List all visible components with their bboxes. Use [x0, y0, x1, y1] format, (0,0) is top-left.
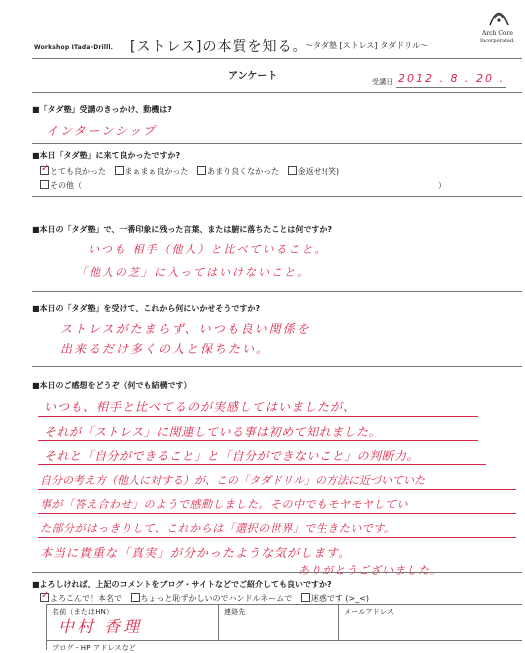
section-divider — [32, 572, 522, 573]
option-real-name[interactable]: ✓ よろこんで！本名で — [41, 590, 122, 603]
section-divider — [32, 196, 522, 197]
company-logo — [478, 4, 518, 48]
header-rule — [32, 58, 522, 59]
workshop-label: Workshop ITada-Drilll. — [34, 44, 114, 51]
option-refund[interactable]: 金返せ!(笑) — [288, 167, 339, 176]
contact-label: 連絡先 — [224, 608, 246, 616]
section-divider — [32, 143, 522, 144]
satisfaction-options — [40, 163, 340, 177]
date-label: 受講日 — [372, 78, 394, 86]
checkbox[interactable] — [40, 180, 49, 189]
page-title: [ストレス]の本質を知る。 — [130, 39, 308, 55]
date-underline — [396, 87, 506, 88]
answer-motivation: インターンシップ — [46, 124, 157, 138]
contact-table-left — [46, 604, 47, 650]
section-divider — [32, 366, 522, 367]
option-very-good[interactable]: ✓ とても良かった — [41, 163, 106, 176]
contact-table-top — [46, 604, 522, 605]
feedback-line-1: いつも、相手と比べてるのが実感してはいましたが、 — [44, 400, 357, 414]
feedback-line-3: それと「自分ができること」と「自分ができないこと」の判断力。 — [44, 449, 420, 463]
page-subtitle: 〜タダ塾 [ストレス] タダドリル〜 — [305, 41, 429, 50]
logo-text-line-1: Arch Core — [482, 30, 513, 37]
email-label: メールアドレス — [344, 608, 395, 616]
option-decline[interactable]: 迷惑です (>_<) — [301, 594, 369, 603]
question-satisfaction: ■本日「タダ塾」に来て良かったですか? — [32, 151, 181, 160]
contact-table-divider — [338, 604, 339, 640]
feedback-underline — [38, 513, 516, 514]
answer-impression-line-2: 「他人の芝」に入ってはいけないこと。 — [76, 266, 310, 279]
logo-text-line-2: Incorporated. — [480, 38, 515, 44]
contact-table-divider — [218, 604, 219, 640]
feedback-underline — [38, 416, 478, 417]
blog-label: ブログ・HP アドレスなど — [52, 644, 137, 652]
feedback-line-5: 事が「答え合わせ」のようで感動しました。その中でもモヤモヤしてい — [40, 498, 408, 511]
feedback-line-8: ありがとうございました。 — [298, 564, 442, 577]
feedback-line-4: 自分の考え方（他人に対する）が、この「タダドリル」の方法に近づいていた — [40, 474, 425, 487]
answer-application-line-1: ストレスがたまらず、いつも良い関係を — [60, 322, 311, 336]
feedback-underline — [38, 537, 516, 538]
form-title: アンケート — [228, 71, 278, 82]
feedback-line-6: た部分がはっきりして、これからは「選択の世界」で生きたいです。 — [40, 522, 396, 535]
feedback-underline — [38, 440, 478, 441]
answer-application-line-2: 出来るだけ多くの人と保ちたい。 — [60, 342, 271, 356]
date-value: 2012 . 8 . 20 . — [398, 72, 505, 85]
other-close-paren: ） — [438, 181, 446, 190]
check-mark-icon: ✓ — [41, 590, 50, 601]
feedback-underline — [38, 464, 486, 465]
section-divider — [32, 291, 522, 292]
question-feedback: ■本日のご感想をどうぞ（何でも結構です） — [32, 381, 192, 390]
logo-emblem-icon — [487, 4, 511, 28]
checkbox[interactable] — [40, 590, 50, 602]
checkbox[interactable] — [131, 593, 140, 602]
feedback-line-2: それが「ストレス」に関連している事は初めて知れました。 — [44, 425, 382, 439]
checkbox[interactable] — [288, 166, 297, 175]
feedback-underline — [38, 489, 516, 490]
option-not-good[interactable]: あまり良くなかった — [197, 167, 279, 176]
contact-table-row-divider — [46, 640, 522, 641]
question-permission: ■よろしければ、上記のコメントをブログ・サイトなどでご紹介しても良いですか? — [32, 580, 332, 589]
checkbox[interactable] — [115, 166, 124, 175]
answer-impression-line-1: いつも 相手（他人）と比べていること。 — [88, 243, 328, 256]
option-other[interactable]: その他（ — [40, 180, 82, 191]
question-impression: ■本日の「タダ塾」で、一番印象に残った言葉、または腑に落ちたことは何ですか? — [32, 225, 333, 234]
check-mark-icon: ✓ — [41, 163, 50, 174]
feedback-line-7: 本当に貴重な「真実」が分かったような気がします。 — [40, 546, 352, 560]
checkbox[interactable] — [301, 593, 310, 602]
name-value: 中村 香理 — [58, 617, 143, 636]
option-handle-name[interactable]: ちょっと恥ずかしいのでハンドルネームで — [131, 594, 293, 603]
permission-options — [40, 590, 370, 604]
checkbox[interactable] — [197, 166, 206, 175]
question-application: ■本日の「タダ塾」を受けて、これから何にいかせそうですか? — [32, 304, 261, 313]
question-motivation: ■「タダ塾」受講のきっかけ、動機は? — [32, 105, 172, 114]
checkbox[interactable] — [40, 163, 50, 175]
option-fairly-good[interactable]: まぁまぁ良かった — [115, 167, 189, 176]
form-title-rule — [32, 92, 522, 93]
name-label: 名前（またはHN） — [52, 608, 114, 616]
